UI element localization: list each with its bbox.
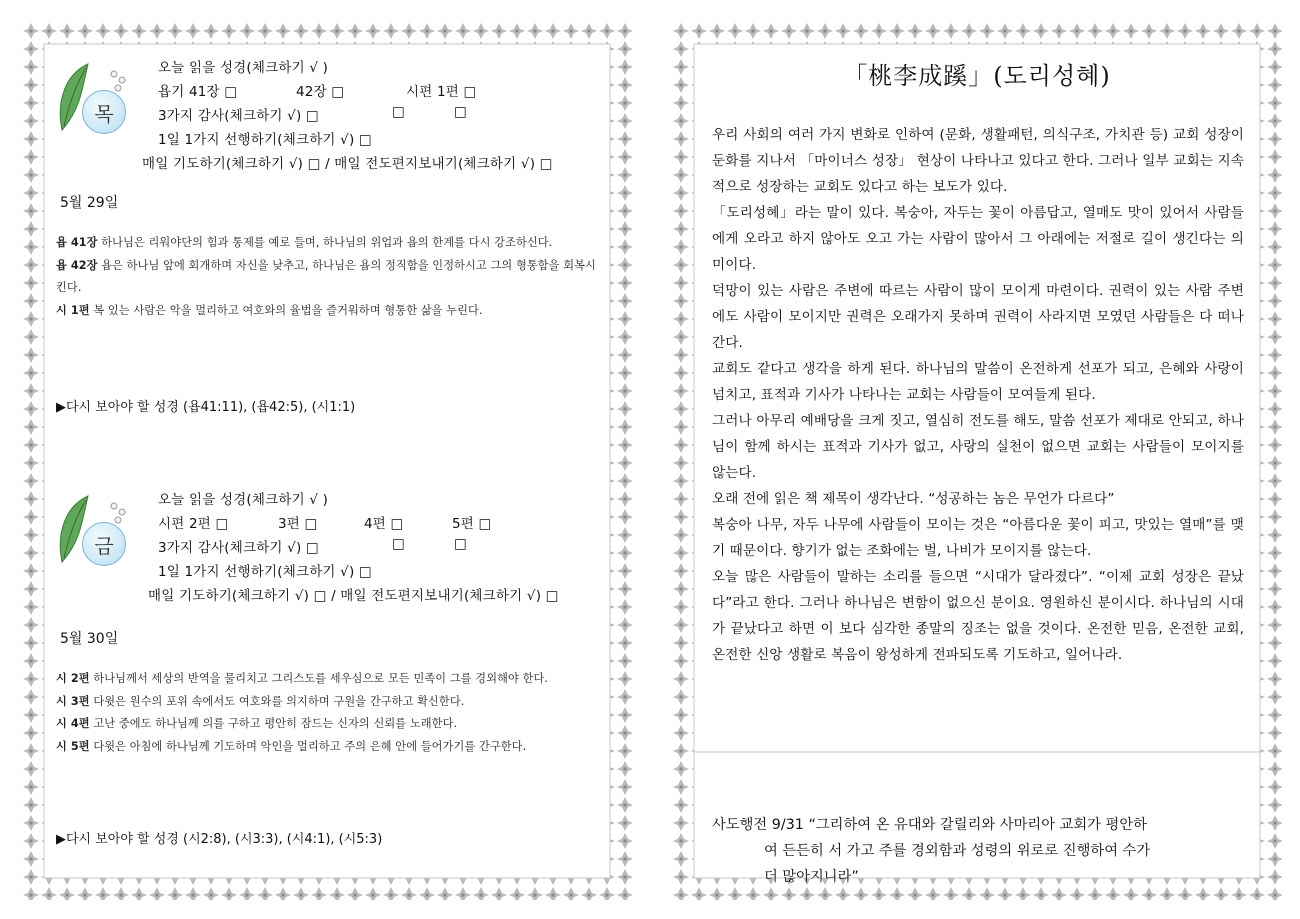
article-paragraph: 오늘 많은 사람들이 말하는 소리를 들으면 “시대가 달라졌다”. “이제 교회 성장은 끝났다”라고 한다. 그러나 하나님은 변함이 없으신 분이요. 영원하신 분이시다. 하나님의 시대가 끝났다고 하면 이 보다 심각한 종말의 징조는 없을 것이다. 온전한 믿음, 온전한 교회, 온전한 신앙 생활로 복음이 왕성하게 전파되도록 기도하고, 일어나라.: [712, 569, 1244, 663]
thanks-checkbox[interactable]: □: [392, 104, 405, 120]
summary-text: 하나님은 리워야단의 힘과 통제를 예로 들며, 하나님의 위업과 욥의 한계를 다시 강조하신다.: [97, 236, 553, 249]
summary-text: 복 있는 사람은 악을 멀리하고 여호와의 율법을 즐거워하며 형통한 삶을 누린다.: [89, 303, 483, 317]
summary-ref: 욥 41장: [56, 236, 98, 249]
summary-text: 하나님께서 세상의 반역을 물리치고 그리스도를 세우심으로 모든 민족이 그를 경외해야 한다.: [89, 672, 549, 685]
summary-ref: 욥 42장: [56, 258, 98, 272]
reading-checkbox[interactable]: 욥기 41장 □: [158, 84, 238, 100]
article-paragraph: 덕망이 있는 사람은 주변에 따르는 사람이 많이 모이게 마련이다. 권력이 있는 사람 주변에도 사람이 모이지만 권력은 오래가지 못하며 권력이 사라지면 모였던 사람들은 다 떠나간다.: [712, 283, 1244, 351]
verse-reference: 사도행전 9/31: [712, 817, 804, 833]
review-verses: ▶다시 보아야 할 성경 (욥41:11), (욥42:5), (시1:1): [56, 400, 356, 415]
article-paragraph: 우리 사회의 여러 가지 변화로 인하여 (문화, 생활패턴, 의식구조, 가치관 등) 교회 성장이 둔화를 지나서 「마이너스 성장」 현상이 나타나고 있다고 한다. 그러나 일부 교회는 지속적으로 성장하는 교회도 있다고 하는 보도가 있다.: [712, 127, 1244, 195]
prayer-checkbox[interactable]: 매일 기도하기(체크하기 √) □ / 매일 전도편지보내기(체크하기 √) □: [142, 156, 553, 172]
verse-text: 더 많아지니라”: [764, 869, 859, 885]
good-deed-checkbox[interactable]: 1일 1가지 선행하기(체크하기 √) □: [158, 564, 372, 580]
thanks-checkbox[interactable]: 3가지 감사(체크하기 √) □: [158, 540, 319, 556]
summary-ref: 시 2편: [56, 672, 90, 685]
day-badge-thursday: 목: [82, 90, 126, 134]
summary-ref: 시 5편: [56, 739, 90, 753]
thanks-checkbox[interactable]: □: [392, 536, 405, 552]
summary-text: 다윗은 원수의 포위 속에서도 여호와를 의지하며 구원을 간구하고 확신한다.: [89, 694, 465, 708]
article-body: [712, 122, 1244, 668]
thanks-checkbox[interactable]: □: [454, 104, 467, 120]
reading-checkbox[interactable]: 5편 □: [452, 516, 492, 532]
date-label: 5월 29일: [60, 195, 119, 211]
right-page: [672, 22, 1282, 900]
thanks-checkbox[interactable]: 3가지 감사(체크하기 √) □: [158, 108, 319, 124]
summary-thursday: [56, 232, 601, 322]
verse-text: 여 든든히 서 가고 주를 경외함과 성령의 위로로 진행하여 수가: [764, 843, 1151, 859]
summary-ref: 시 1편: [56, 303, 90, 317]
reading-checkbox[interactable]: 4편 □: [364, 516, 404, 532]
summary-friday: [56, 668, 601, 758]
article-paragraph: 「도리성혜」라는 말이 있다. 복숭아, 자두는 꽃이 아름답고, 열매도 맛이 있어서 사람들에게 오라고 하지 않아도 오고 가는 사람이 많아서 그 아래에는 저절로 길이 생긴다는 의미이다.: [712, 205, 1244, 273]
summary-ref: 시 3편: [56, 694, 90, 708]
article-paragraph: 복숭아 나무, 자두 나무에 사람들이 모이는 것은 “아름다운 꽃이 피고, 맛있는 열매”를 맺기 때문이다. 향기가 없는 조화에는 벌, 나비가 모이지를 않는다.: [712, 517, 1244, 559]
verse-text: “그리하여 온 유대와 갈릴리와 사마리아 교회가 평안하: [803, 817, 1147, 833]
read-check-label: 오늘 읽을 성경(체크하기 √ ): [158, 60, 329, 76]
summary-ref: 시 4편: [56, 717, 90, 730]
article-title: 「桃李成蹊」(도리성혜): [843, 62, 1111, 90]
reading-checkbox[interactable]: 시편 2편 □: [158, 516, 229, 532]
thanks-checkbox[interactable]: □: [454, 536, 467, 552]
article-paragraph: 그러나 아무리 예배당을 크게 짓고, 열심히 전도를 해도, 말씀 선포가 제대로 안되고, 하나님이 함께 하시는 표적과 기사가 없고, 사랑의 실천이 없으면 교회는 사람들이 모이지를 않는다.: [712, 413, 1244, 481]
article-paragraph: 오래 전에 읽은 책 제목이 생각난다. “성공하는 놈은 무언가 다르다”: [712, 491, 1115, 507]
reading-checkbox[interactable]: 42장 □: [296, 84, 345, 100]
scripture-verse: [712, 812, 1247, 890]
review-verses: ▶다시 보아야 할 성경 (시2:8), (시3:3), (시4:1), (시5:3): [56, 832, 383, 847]
article-paragraph: 교회도 같다고 생각을 하게 된다. 하나님의 말씀이 온전하게 선포가 되고, 은혜와 사랑이 넘치고, 표적과 기사가 나타나는 교회는 사람들이 모여들게 된다.: [712, 361, 1244, 403]
summary-text: 다윗은 아침에 하나님께 기도하며 악인을 멀리하고 주의 은혜 안에 들어가기를 간구한다.: [89, 739, 527, 753]
good-deed-checkbox[interactable]: 1일 1가지 선행하기(체크하기 √) □: [158, 132, 372, 148]
prayer-checkbox[interactable]: 매일 기도하기(체크하기 √) □ / 매일 전도편지보내기(체크하기 √) □: [148, 588, 559, 604]
left-page: [22, 22, 632, 900]
reading-checkbox[interactable]: 3편 □: [278, 516, 318, 532]
day-badge-friday: 금: [82, 522, 126, 566]
read-check-label: 오늘 읽을 성경(체크하기 √ ): [158, 492, 329, 508]
summary-text: 고난 중에도 하나님께 의를 구하고 평안히 잠드는 신자의 신뢰를 노래한다.: [89, 717, 458, 730]
summary-text: 욥은 하나님 앞에 회개하며 자신을 낮추고, 하나님은 욥의 정직함을 인정하시고 그의 형통함을 회복시킨다.: [56, 258, 596, 294]
reading-checkbox[interactable]: 시편 1편 □: [406, 84, 477, 100]
date-label: 5월 30일: [60, 631, 119, 647]
